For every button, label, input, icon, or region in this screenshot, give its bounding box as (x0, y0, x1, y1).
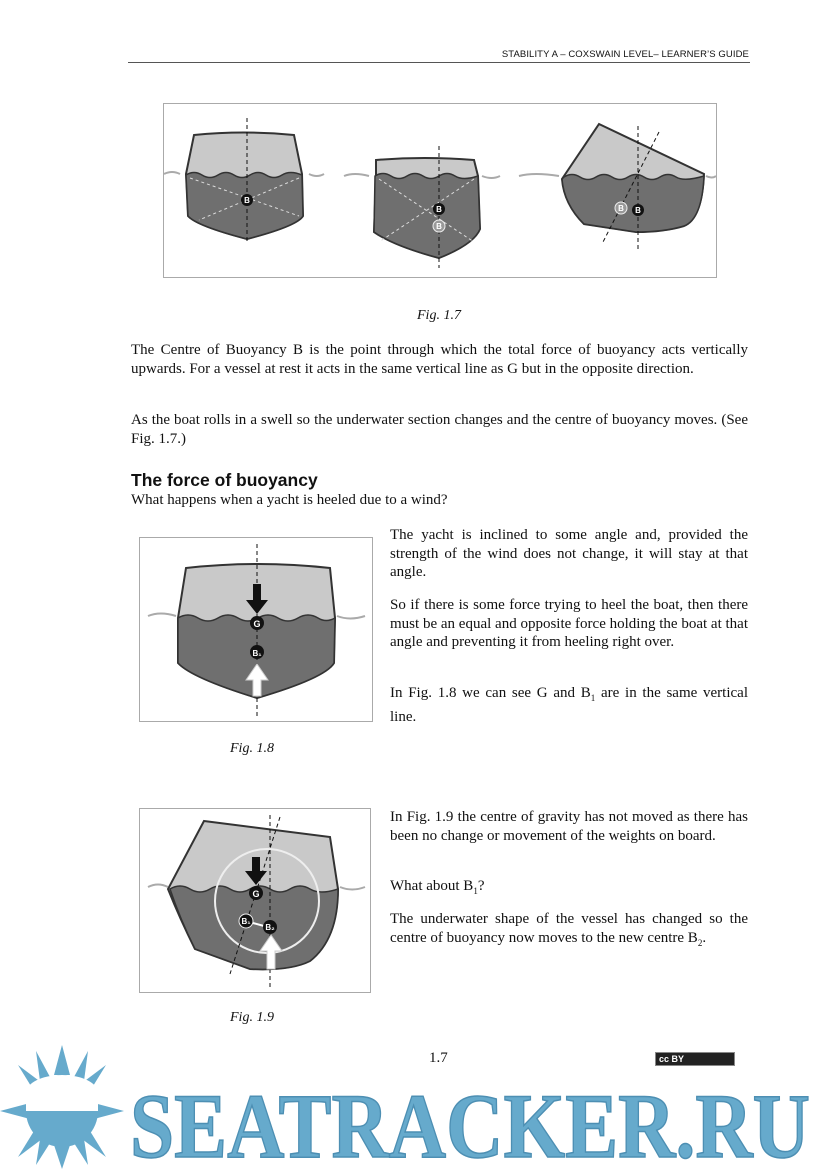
svg-text:B₁: B₁ (252, 649, 262, 658)
watermark-text: SEATRACKER.RU (130, 1075, 810, 1169)
running-header: STABILITY A – COXSWAIN LEVEL– LEARNER’S GUIDE (501, 49, 749, 60)
svg-text:B: B (618, 204, 624, 213)
svg-text:B₂: B₂ (265, 923, 275, 932)
svg-text:G: G (252, 889, 260, 899)
heeled-yacht-forces-illustration (140, 538, 372, 721)
figure-1-7-caption: Fig. 1.7 (417, 308, 461, 323)
paragraph-underwater-shape: The underwater shape of the vessel has changed so the centre of buoyancy now moves to the new centre $B_2$. (390, 911, 748, 948)
paragraph-yacht-inclined: The yacht is inclined to some angle and, provided the strength of the wind does not change, it will stay at that angle. (390, 527, 748, 580)
svg-text:B: B (436, 222, 442, 231)
boat-heeled (519, 124, 716, 249)
page-number: 1.7 (429, 1050, 448, 1066)
svg-text:G: G (253, 619, 261, 629)
heeled-yacht-buoyancy-shift-illustration (140, 809, 370, 992)
boat-sunk (344, 146, 500, 268)
paragraph-centre-of-gravity: In Fig. 1.9 the centre of gravity has not moved as there has been no change or movement of the weights on board. (390, 809, 748, 844)
paragraph-same-vertical-line: In Fig. 1.8 we can see G and $B_1$ are in the same vertical line. (390, 685, 748, 725)
figure-1-8 (139, 537, 373, 722)
section-heading: The force of buoyancy (131, 470, 318, 490)
svg-text:B₁: B₁ (241, 917, 251, 926)
paragraph-centre-of-buoyancy: The Centre of Buoyancy B is the point through which the total force of buoyancy acts vertically upwards. For a vessel at rest it acts in the same vertical line as G but in the opposite direction. (131, 342, 748, 377)
section-subheading: What happens when a yacht is heeled due to a wind? (131, 492, 448, 508)
figure-1-9-caption: Fig. 1.9 (230, 1010, 274, 1025)
paragraph-what-about-b1: What about $B_1$? (390, 878, 485, 896)
figure-1-9 (139, 808, 371, 993)
figure-1-8-caption: Fig. 1.8 (230, 741, 274, 756)
sun-icon (0, 1045, 124, 1169)
header-rule (128, 62, 750, 63)
paragraph-opposite-force: So if there is some force trying to heel the boat, then there must be an equal and opposite force holding the boat at that angle and preventing it from heeling right over. (390, 597, 748, 650)
svg-text:B: B (436, 205, 442, 214)
figure-1-7 (163, 103, 717, 278)
paragraph-boat-rolls: As the boat rolls in a swell so the underwater section changes and the centre of buoyancy moves. (See Fig. 1.7.) (131, 412, 748, 447)
svg-text:B: B (635, 206, 641, 215)
svg-text:B: B (244, 196, 250, 205)
boat-upright (164, 118, 324, 244)
boat-sections-illustration (164, 104, 716, 277)
cc-by-license-badge[interactable]: cc BY (655, 1052, 735, 1066)
